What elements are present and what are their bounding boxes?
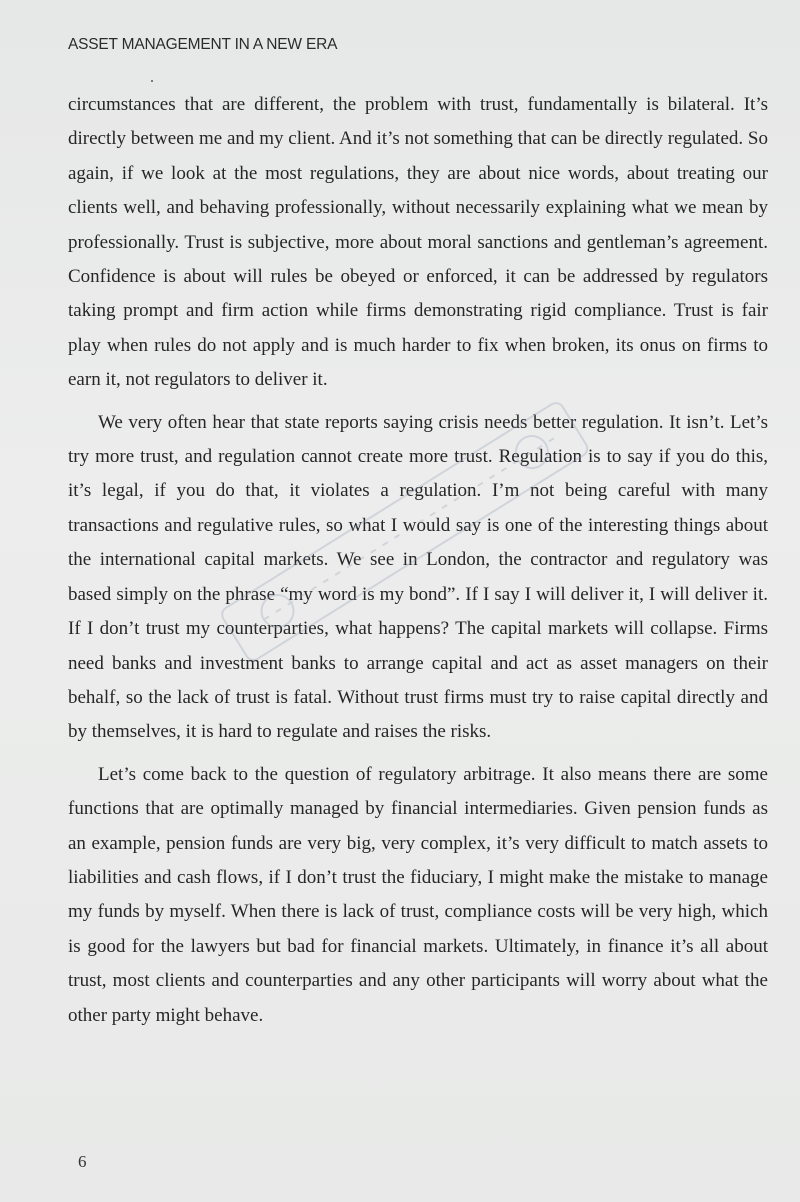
ink-speck — [151, 80, 153, 82]
paragraph-3: Let’s come back to the question of regulatory arbitrage. It also means there are some functions that are optimally managed by financial intermediaries. Given pension funds as an example, pension funds are very big, very complex, it’s very difficult to match assets to liabilities and cash flows, if I don’t trust the fiduciary, I might make the mistake to manage my funds by myself. When there is lack of trust, compliance costs will be very high, which is good for the lawyers but bad for financial markets. Ultimately, in finance it’s all about trust, most clients and counterparties and any other participants will worry about what the other party might behave. — [68, 763, 768, 1026]
page-number: 6 — [78, 1152, 87, 1171]
running-header: ASSET MANAGEMENT IN A NEW ERA — [68, 36, 338, 53]
body-text — [68, 88, 768, 1033]
paragraph-2: We very often hear that state reports saying crisis needs better regulation. It isn’t. Let’s try more trust, and regulation cannot create more trust. Regulation is to say if you do this, it’s legal, if you do that, it violates a regulation. I’m not being careful with many transactions and regulative rules, so what I would say is one of the interesting things about the international capital markets. We see in London, the contractor and regulatory was based simply on the phrase “my word is my bond”. If I say I will deliver it, I will deliver it. If I don’t trust my counterparties, what happens? The capital markets will collapse. Firms need banks and investment banks to arrange capital and act as asset managers on their behalf, so the lack of trust is fatal. Without trust firms must try to raise capital directly and by themselves, it is hard to regulate and raises the risks. — [68, 411, 768, 743]
paragraph-1: circumstances that are different, the problem with trust, fundamentally is bilateral. It’s directly between me and my client. And it’s not something that can be directly regulated. So again, if we look at the most regulations, they are about nice words, about treating our clients well, and behaving professionally, without necessarily explaining what we mean by professionally. Trust is subjective, more about moral sanctions and gentleman’s agreement. Confidence is about will rules be obeyed or enforced, it can be addressed by regulators taking prompt and firm action while firms demonstrating rigid compliance. Trust is fair play when rules do not apply and is much harder to fix when broken, its onus on firms to earn it, not regulators to deliver it. — [68, 94, 768, 391]
